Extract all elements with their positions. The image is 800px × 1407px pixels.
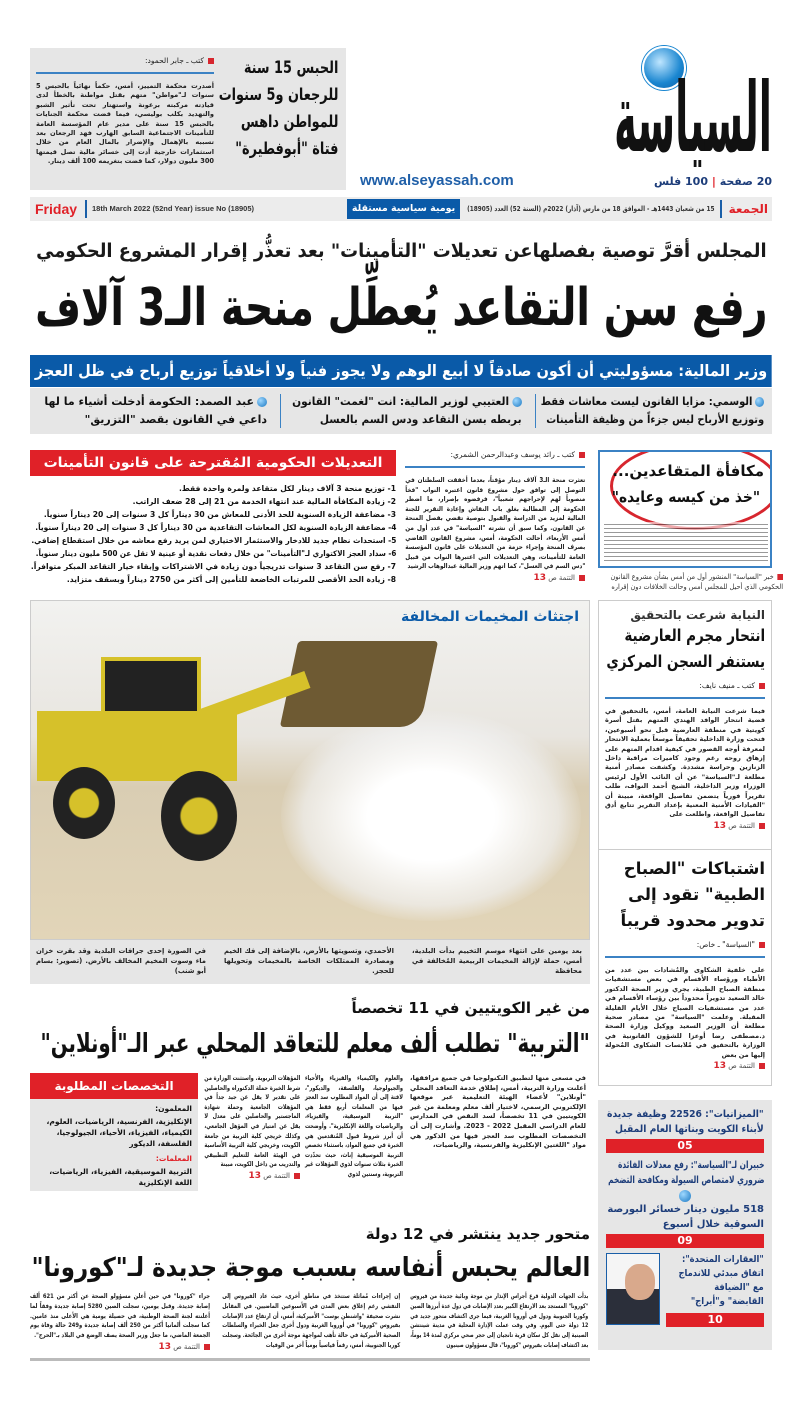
quote-item: [538, 393, 764, 429]
amendment-item: 2- زيادة المكافأة المالية عند انتهاء الخدمة من 21 إلى 28 ضعف الراتب.: [132, 497, 396, 506]
continued-link[interactable]: التتمة ص 13: [204, 1170, 300, 1182]
page-count: 20 صفحة: [719, 175, 772, 188]
quote-text: عبد الصمد: الحكومة أدخلت أشياء ما لها داعي في القانون بقصد "التزريق": [44, 395, 267, 426]
bullet-square-icon: [208, 58, 214, 64]
lead-body: تعثرت منحة الـ3 آلاف دينار مؤقتاً، بعدما أخفقت السلطتان في التوصل إلى توافق حول مشروع قانون اعتبره النواب "فخاً منصوباً لهم لإحراجهم شعبياً"، فرفضوه بإصرار، ما اضطر الحكومة إلى المطالبة بغلق باب النقاش وإعادة التقرير للجنة المالية لمزيد من الدراسة والقبول بتوصية تقضي بفصل المنحة عن القانون. وكما سبق أن نشرته "السياسة" في عدد أول من أمس الأربعاء، أحالت الحكومة، أمس، مشروع القانون القاضي بصرف المنحة وإجراء حزمة من التعديلات على قانون المؤسسة العامة للتأمينات، وهي التعديلات التي اعتبرها النواب من قبيل "دس السم في العسل"، كما اتهم وزير المالية عبدالوهاب الرشيد: [405, 476, 585, 571]
caption-col: الأحمدي، وتسويتها بالأرض، بالإضافة إلى فك الخيم ومصادرة الممتلكات الخاصة بالمخيمات وتحويلها للحجز.: [224, 947, 394, 975]
cartoon-quote: "خذ من كيسه وعايده": [611, 488, 760, 506]
loader-body: [37, 711, 237, 781]
prison-story: [598, 600, 772, 850]
cartoon-box: [598, 450, 772, 568]
index-subitem[interactable]: 518 مليون دينار خسائر البورصة السوقية خلال أسبوع: [607, 1204, 764, 1230]
day-english: Friday: [35, 201, 78, 217]
loader-wheel: [161, 771, 237, 861]
price: 100 فلس: [653, 175, 708, 188]
amendment-item: 5- استحداث نظام جديد للادخار والاستثمار الاختياري لمن يريد رفع معاشه من خلال استقطاع إضافي.: [30, 536, 396, 545]
globe-icon: [679, 1190, 691, 1202]
female-specialties: التربية الموسيقية، الفيزياء، الرياضيات، اللغة الإنكليزية: [49, 1167, 192, 1187]
photo-title: اجتثاث المخيمات المخالفة: [401, 609, 579, 625]
index-item[interactable]: خبيران لـ"السياسة": رفع معدلات الفائدة ضروري لامتصاص السيولة ومكافحة التضخم: [607, 1160, 764, 1186]
amendments-title: التعديلات الحكومية المُقترحة على قانون التأمينات: [30, 450, 396, 476]
continued-link[interactable]: التتمة ص 13: [405, 572, 585, 584]
specialties-box: [30, 1073, 198, 1191]
corona-headline[interactable]: العالم يحبس أنفاسه بسبب موجة جديدة لـ"كورونا": [31, 1253, 591, 1283]
continued-link[interactable]: التتمة ص 13: [30, 1341, 210, 1353]
teachers-kicker: من غير الكويتيين في 11 تخصصاً: [351, 999, 590, 1017]
masthead: [360, 44, 772, 192]
teachers-headline[interactable]: "التربية" تطلب ألف معلم للتعاقد المحلي عبر الـ"أونلاين": [40, 1029, 591, 1059]
continued-link[interactable]: التتمة ص 13: [605, 1060, 765, 1072]
quote-item: [292, 393, 522, 429]
top-story-body: أصدرت محكمة التمييز، أمس، حكماً نهائياً بالحبس 5 سنوات لـ"مواطن" متهم بقتل مواطنة بالخطأ لدى قيادته مركبته برعونة واستهتار تحت تأثير الشبو والتهديد بكلب بوليسي، فيما قضت محكمة الجنايات بالحبس 15 سنة على مدير عام المؤسسة العامة للتأمينات الاجتماعية السابق الهارب فهد الرجعان بعد تسببه بالإهمال والإضرار بالمال العام من خلال استثمارات خارجية أدت إلى خسائر مالية تصل قيمتها 300 مليون دولار، كما قضت بتغريمه 100 ألف دينار.: [36, 82, 214, 166]
globe-icon: [257, 397, 267, 407]
lead-kicker: المجلس أقرَّ توصية بفصلهاعن تعديلات "التأمينات" بعد تعذُّر إقرار المشروع الحكومي: [35, 240, 767, 262]
date-english: 18th March 2022 (52nd Year) issue No (18905): [92, 204, 255, 213]
price-info: 20 صفحة | 100 فلس: [653, 175, 772, 188]
loader-wheel: [53, 767, 115, 839]
dust-cloud: [281, 711, 581, 921]
teachers-col: في مسعى منها لتطبيق التكنولوجيا في جميع مرافقها، أعلنت وزارة التربية، أمس، إطلاق خدمة التعاقد المحلي "أونلاين" لأعضاء الهيئة التعليمية عبر موقعها الإلكتروني الرسمي، لاختيار ألف معلم ومعلمة من غير الكويتيين في 11 تخصصاً، لسد النقص في المدارس للعام الدراسي المقبل 2022 - 2023. وأشارت إلى أن التخصصات المطلوب سد العجز فيها من الذكور هي مواد "اللغتين الإنكليزية والفرنسية، والرياضيات،: [410, 1074, 587, 1150]
byline-text: كتب ـ رائد يوسف وعبدالرحمن الشمري:: [450, 450, 575, 459]
top-story-headline[interactable]: الحبس 15 سنة للرجعان و5 سنوات للمواطن داهس فتاة "أبوفطيرة": [218, 58, 338, 158]
globe-icon: [755, 397, 764, 407]
sabah-headline[interactable]: اشتباكات "الصباح الطبية" تقود إلى تدوير محدود قريباً: [620, 859, 765, 930]
continued-link[interactable]: التتمة ص 13: [605, 820, 765, 832]
female-label: المعلمات:: [155, 1154, 192, 1163]
amendment-item: 6- سداد العجز الاكتواري لـ"التأمينات" من خلال دفعات نقدية أو عينية لا تقل عن 500 مليون دينار سنوياً.: [35, 549, 396, 558]
prison-kicker: النيابة شرعت بالتحقيق: [630, 608, 765, 622]
page-number[interactable]: 09: [606, 1234, 764, 1248]
male-specialties: الإنكليزية، الفرنسية، الرياضيات، العلوم، الكيمياء، الفيزياء، الأحياء، الجيولوجيا، الفلسفة، الديكور: [46, 1117, 192, 1148]
corona-kicker: متحور جديد ينتشر في 12 دولة: [365, 1225, 590, 1243]
caption-col: بعد يومين على انتهاء موسم التخييم بدأت البلدية، أمس، حملة لإزالة المخيمات الربيعية المُخالفة في محافظة: [412, 947, 582, 975]
caption-col: في الصورة إحدى جرافات البلدية وقد بقرت خزان ماء وسوت المخيم المخالف بالأرض. (تصوير: بسام أبو شنب): [36, 947, 206, 975]
corona-col: جراء "كورونا" في حين أعلن مسؤولو الصحة عن أكثر من 621 ألف إصابة جديدة. وقبل يومين، سجلت الصين 5280 إصابة جديدة وفقاً لما أعلنته لجنة الصحة الوطنية، في حصيلة يومية هي الأعلى منذ عامين. كما سجلت ألمانيا أكثر من 250 ألف إصابة جديدة و249 حالة وفاة يوم الجمعة الماضي، ما جعل وزير الصحة يصف الوضع في البلاد بـ"الحرج".: [30, 1292, 210, 1340]
amendment-item: 1- توزيع منحة 3 آلاف دينار لكل متقاعد ولمرة واحدة فقط.: [179, 484, 396, 493]
sabah-story: [598, 850, 772, 1086]
index-item[interactable]: "العقارات المتحدة": اتفاق مبدئي للاندماج مع "الضيافة القابضة" و"أبراج": [678, 1254, 764, 1307]
bullet-square-icon: [579, 452, 585, 458]
tagline: يومية سياسية مستقلة: [347, 199, 460, 219]
day-arabic: الجمعة: [728, 202, 768, 216]
teachers-col: والعلوم والكيمياء والفيزياء والأحياء والجيولوجيا، والفلسفة، والديكور"، لافتة إلى أن المواد المطلوب سد العجز فيها من المعلمات أربع فقط هي "التربية الموسيقية، والفيزياء، والرياضيات واللغة الإنكليزية". وأوضحت أن أبرز شروط قبول المُتقدمين هي الخبرة في جميع المواد، باستثناء تخصص التربية الموسيقية إناث، حيث تحدّدت الخبرة بثلاث سنوات لذوي المؤهلات غير التربوية، وسنتين لذوي: [305, 1074, 403, 1178]
prison-byline: كتب ـ منيف نايف:: [605, 681, 765, 699]
lead-quotes: [30, 388, 772, 434]
page-number[interactable]: 05: [606, 1139, 764, 1153]
top-story-box: [30, 48, 346, 190]
top-story-byline: [36, 56, 214, 74]
byline-text: كتب ـ جابر الحمود:: [145, 56, 204, 65]
cartoon-title: مكافأة المتقاعدين...: [612, 462, 764, 480]
page-number[interactable]: 10: [666, 1313, 764, 1327]
cartoon-caption: خبر "السياسة" المنشور أول من أمس بشأن مشروع القانون الحكومي الذي أحيل للمجلس أمس وحالت الخلافات دون إقراره: [610, 573, 784, 591]
teachers-col: المؤهلات التربوية. واستثنت الوزارة من شرط الخبرة حملة الدكتوراه والحاصلين على تقدير لا يقل عن جيد جداً في المؤهلات الجامعية وحملة شهادة الماجستير والحاصلين على معدل لا يقل عن امتياز في المؤهل الجامعي، وكذلك خريجي كلية التربية من جامعة الكويت، وخريجي كلية التربية الأساسية في الهيئة العامة للتعليم التطبيقي والتدريب من داخل الكويت، مبينة: [203, 1074, 300, 1169]
lead-byline: [405, 450, 585, 468]
bottom-rule: [30, 1358, 590, 1361]
person-photo: [606, 1253, 660, 1325]
amendment-item: 4- مضاعفة الزيادة السنوية لكل المعاشات التقاعدية من 30 ديناراً كل 3 سنوات إلى 20 ديناراً سنوياً.: [34, 523, 396, 532]
news-photo[interactable]: [30, 600, 590, 940]
globe-icon: [512, 397, 522, 407]
corona-col: بدأت الجهات الدولية قرع أجراس الإنذار من موجة وبائية جديدة من فيروس "كورونا" المستجد بعد الارتفاع الكبير بعدد الإصابات في دول عدة أبرزها الصين وكوريا الجنوبية ودول في أوروبا الغربية، فيما جرى اكتشاف متحور جديد في 12 دولة حتى اليوم. وفي وقت عملت الإدارة المحلية في مدينة شينتشن الصينية إلى نقل كل سكان قرية تانجيان إلى حجر صحي مركزي لمدة 14 يوماً، بعد اكتشاف إصابات بفيروس "كورونا"، قال مسؤولون صينيون: [410, 1292, 588, 1349]
prison-body: فيما شرعت النيابة العامة، أمس، بالتحقيق في قضية انتحار الوافد الهندي المتهم بقتل أسرة كويتية في منطقة العارضية قبل نحو أسبوعين، فتحت وزارة الداخلية تحقيقاً موسعاً بعملية الانتحار لمعرفة أوجه القصور في كيفية اقدام المتهم على إزهاق روحه رغم وجود كاميرات مراقبة داخل الزنازين وحراسة مشددة. وكشفت مصادر أمنية مطلعة لـ"السياسة" عن أن النائب الأول لرئيس الوزراء وزير الداخلية، الشيخ أحمد النواف، طلب تقريراً فورياً يتضمن تفاصيل الواقعة، مبينة أن "القيادات الأمنية المعنية بإعداد التقرير تتابع أدق تفاصيل الواقعة، واطلعت على: [605, 707, 765, 819]
masthead-logo[interactable]: السياسة: [614, 62, 772, 174]
sabah-body: على خلفية الشكاوى والمُشادات بين عدد من الأطباء ورؤساء الأقسام في بعض مستشفيات منطقة الصباح الطبية، يجري وزير الصحة الدكتور خالد السعيد تدويراً محدوداً بين رؤساء الأقسام في عدد من مستشفيات الصباح خلال الأيام القليلة المقبلة. وعلمت "السياسة" من مصادر صحية مطلعة أن الوزير السعيد ووكيل وزارة الصحة د.مصطفى رضا أوعزا للشؤون القانونية في الوزارة بالتحقيق في مُلابسات الشكاوى المُحولة إليها من بعض: [605, 966, 765, 1059]
amendments-list: [30, 482, 396, 586]
amendment-item: 7- رفع سن التقاعد 3 سنوات تدريجياً دون زيادة في الاشتراكات وإبقاء خيار التقاعد المبكر متوافراً.: [30, 562, 396, 571]
amendment-item: 3- مضاعفة الزيادة السنوية للحد الأدنى للمعاش من 30 ديناراً كل 3 سنوات إلى 20 ديناراً سنوياً.: [43, 510, 396, 519]
cartoon-drawing: [604, 522, 768, 564]
specialties-title: التخصصات المطلوبة: [30, 1073, 198, 1099]
date-arabic: 15 من شعبان 1443هـ - الموافق 18 من مارس (آذار) 2022م (السنة 52) العدد (18905): [466, 204, 714, 213]
date-bar: [30, 197, 772, 221]
corona-col: إن إجراءات مُماثلة ستتخذ في مناطق أخرى، حيث عاد الفيروس إلى التفشي رغم إغلاق بعض المدن في الأسبوعين الماضيين. في المقابل نشرت صحيفة "واشنطن بوست" الأميركية، أمس، أن ارتفاع عدد الإصابات بفيروس "كورونا" في أوروبا الغربية ودول أخرى جعل الخبراء والسلطات الصحية الأميركية في حالة تأهب لمواجهة موجة أخرى من الجائحة. وسجلت كوريا الجنوبية، أمس، رقماً قياسياً يومياً آخر من الوفيات: [222, 1292, 400, 1349]
index-item[interactable]: "الميزانيات": 22526 وظيفة جديدة لأبناء الكويت وبناتها العام المقبل: [607, 1109, 764, 1135]
lead-headline[interactable]: رفع سن التقاعد يُعطِّل منحة الـ3 آلاف: [34, 278, 768, 338]
website-link[interactable]: www.alseyassah.com: [360, 172, 514, 189]
amendment-item: 8- زيادة الحد الأقصى للمرتبات الخاضعة للتأمين إلى أكثر من 2750 ديناراً وبسقف متزايد.: [66, 575, 396, 584]
lead-article: [405, 450, 585, 584]
photo-caption: [30, 940, 590, 984]
quote-text: الوسمي: مزايا القانون ليست معاشات فقط وتوزيع الأرباح ليس جزءاً من وظيفة التأمينات: [540, 395, 764, 426]
prison-headline[interactable]: انتحار مجرم العارضية يستنفر السجن المركزي: [606, 626, 765, 671]
index-box: [598, 1100, 772, 1350]
quote-item: [39, 393, 267, 429]
lead-banner: وزير المالية: مسؤوليتي أن أكون صادقاً لا أبيع الوهم ولا يجوز فنياً ولا أخلاقياً توزيع أرباح في ظل العجز: [30, 355, 772, 387]
male-label: المعلمون:: [155, 1104, 192, 1113]
quote-text: العتيبي لوزير المالية: انت "لغمت" القانون بربطه بسن التقاعد ودس السم بالعسل: [292, 395, 522, 426]
sabah-byline: "السياسة" ـ خاص:: [605, 940, 765, 958]
